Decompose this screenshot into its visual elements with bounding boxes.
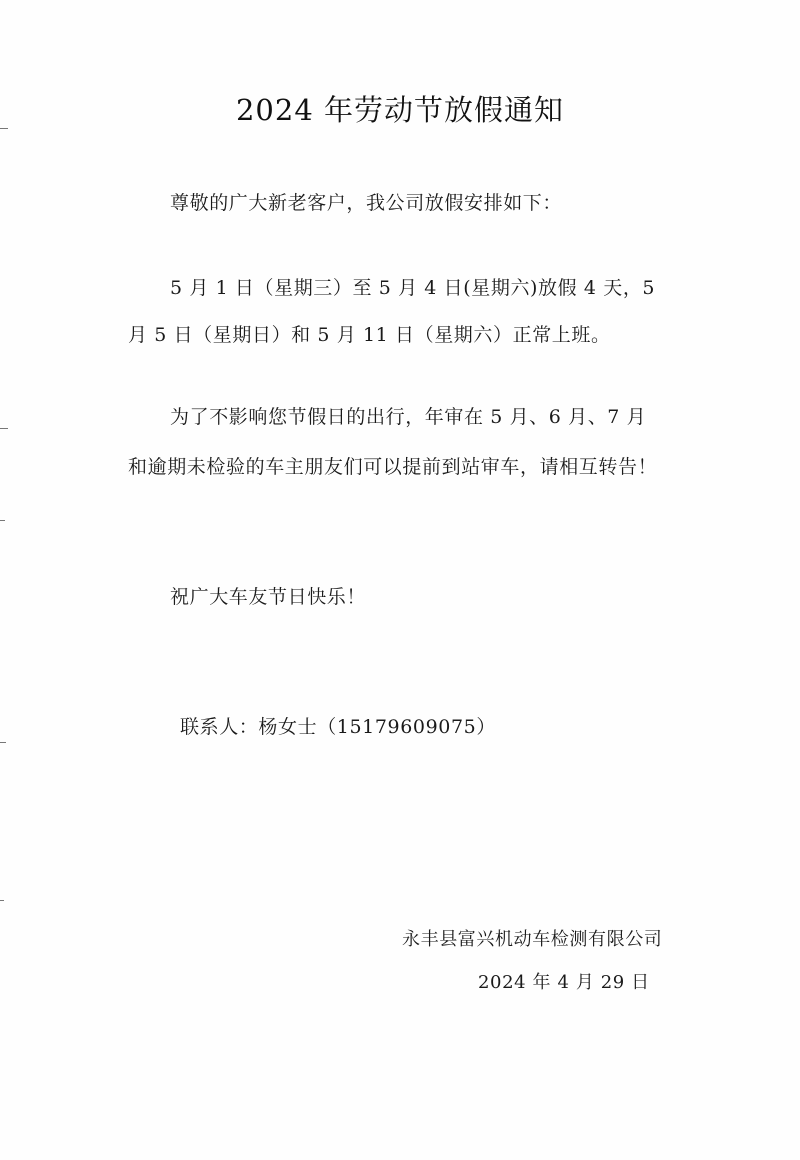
holiday-wish: 祝广大车友节日快乐！	[170, 586, 367, 608]
greeting-text: 尊敬的广大新老客户，我公司放假安排如下：	[170, 192, 563, 214]
scan-edge-marks	[0, 0, 14, 1160]
inspection-reminder-line-1: 为了不影响您节假日的出行，年审在 5 月、6 月、7 月	[170, 406, 647, 428]
notice-title: 2024 年劳动节放假通知	[235, 93, 565, 127]
scan-mark	[0, 900, 4, 901]
holiday-schedule-line-2: 月 5 日（星期日）和 5 月 11 日（星期六）正常上班。	[128, 324, 611, 346]
inspection-reminder-line-2: 和逾期未检验的车主朋友们可以提前到站审车，请相互转告！	[128, 456, 658, 478]
contact-info: 联系人：杨女士（15179609075）	[180, 716, 496, 738]
scan-mark	[0, 742, 6, 743]
scan-mark	[0, 428, 8, 429]
holiday-schedule-line-1: 5 月 1 日（星期三）至 5 月 4 日(星期六)放假 4 天，5	[170, 277, 656, 299]
notice-date: 2024 年 4 月 29 日	[478, 972, 650, 993]
scan-mark	[0, 520, 5, 521]
company-name: 永丰县富兴机动车检测有限公司	[402, 929, 663, 950]
